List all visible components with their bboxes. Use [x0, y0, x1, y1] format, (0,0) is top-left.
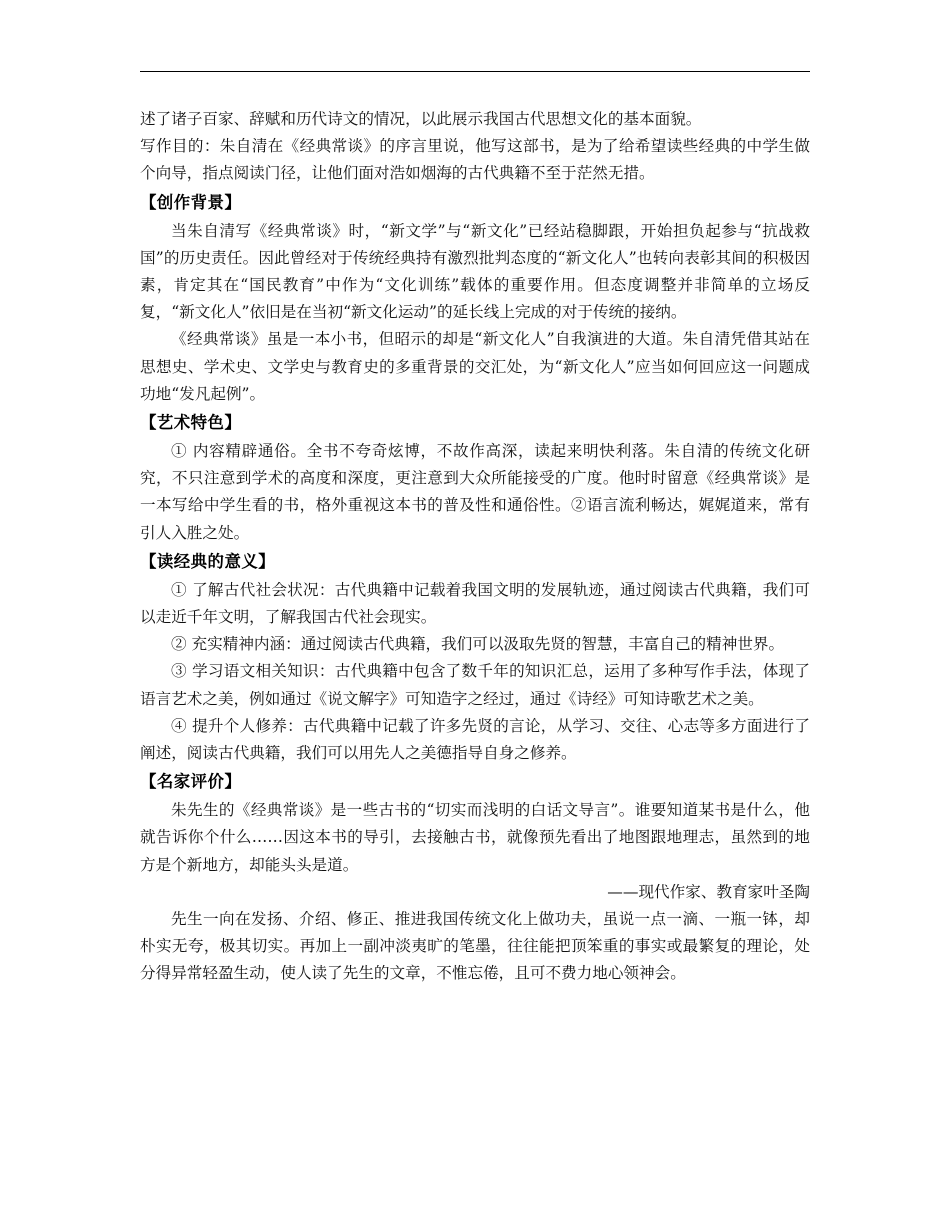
background-paragraph-1: 当朱自清写《经典常谈》时，“新文学”与“新文化”已经站稳脚跟，开始担负起参与“抗战救国”的历史责任。因此曾经对于传统经典持有激烈批判态度的“新文化人”也转向表彰其间的积极因素，肯定其在“国民教育”中作为“文化训练”载体的重要作用。但态度调整并非简单的立场反复，“新文化人”依旧是在当初“新文化运动”的延长线上完成的对于传统的接纳。	[140, 221, 810, 322]
background-paragraph-2: 《经典常谈》虽是一本小书，但昭示的却是“新文化人”自我演进的大道。朱自清凭借其站在思想史、学术史、文学史与教育史的多重背景的交汇处，为“新文化人”应当如何回应这一问题成功地“发凡起例”。	[140, 330, 810, 403]
heading-background: 【创作背景】	[140, 192, 242, 212]
heading-reviews: 【名家评价】	[140, 772, 242, 792]
writing-purpose: 写作目的：朱自清在《经典常谈》的序言里说，他写这部书，是为了给希望读些经典的中学生做个向导，指点阅读门径，让他们面对浩如烟海的古代典籍不至于茫然无措。	[140, 137, 810, 183]
document-body	[140, 106, 810, 988]
intro-line: 述了诸子百家、辞赋和历代诗文的情况，以此展示我国古代思想文化的基本面貌。	[140, 110, 702, 128]
review-quote-1: 朱先生的《经典常谈》是一些古书的“切实而浅明的白话文导言”。谁要知道某书是什么，他就告诉你个什么……因这本书的导引，去接触古书，就像预先看出了地图跟地理志，虽然到的地方是个新地方，却能头头是道。	[140, 801, 810, 874]
review-quote-2: 先生一向在发扬、介绍、修正、推进我国传统文化上做功夫，虽说一点一滴、一瓶一钵，却朴实无夸，极其切实。再加上一副冲淡夷旷的笔墨，往往能把顶笨重的事实或最繁复的理论，处分得异常轻盈生动，使人读了先生的文章，不惟忘倦，且可不费力地心领神会。	[140, 910, 810, 983]
heading-features: 【艺术特色】	[140, 413, 242, 433]
header-rule	[140, 71, 810, 72]
significance-item-2: ② 充实精神内涵：通过阅读古代典籍，我们可以汲取先贤的智慧，丰富自己的精神世界。	[171, 635, 785, 654]
features-paragraph: ① 内容精辟通俗。全书不夸奇炫博，不故作高深，读起来明快利落。朱自清的传统文化研究，不只注意到学术的高度和深度，更注意到大众所能接受的广度。他时时留意《经典常谈》是一本写给中学生看的书，格外重视这本书的普及性和通俗性。②语言流利畅达，娓娓道来，常有引人入胜之处。	[140, 442, 810, 542]
significance-item-3: ③ 学习语文相关知识：古代典籍中包含了数千年的知识汇总，运用了多种写作手法，体现了语言艺术之美，例如通过《说文解字》可知造字之经过，通过《诗经》可知诗歌艺术之美。	[140, 662, 810, 708]
heading-significance: 【读经典的意义】	[140, 551, 276, 571]
review-attribution-1: ——现代作家、教育家叶圣陶	[607, 882, 810, 901]
significance-item-4: ④ 提升个人修养：古代典籍中记载了许多先贤的言论，从学习、交往、心志等多方面进行了阐述，阅读古代典籍，我们可以用先人之美德指导自身之修养。	[140, 716, 810, 763]
significance-item-1: ① 了解古代社会状况：古代典籍中记载着我国文明的发展轨迹，通过阅读古代典籍，我们可以走近千年文明，了解我国古代社会现实。	[140, 580, 810, 627]
